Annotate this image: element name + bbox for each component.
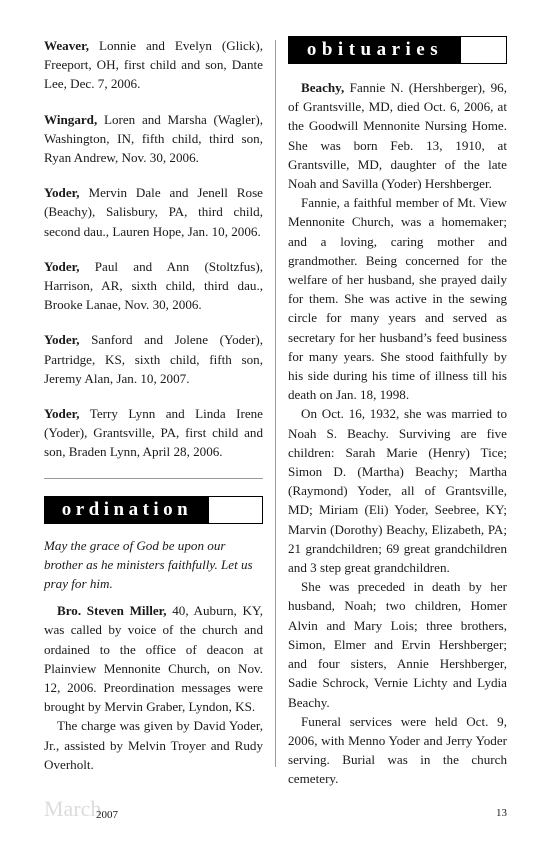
obituary-paragraph	[288, 78, 507, 193]
section-divider	[44, 478, 263, 479]
ordination-intro: May the grace of God be upon our brother as he ministers faithfully. Let us pray for him.	[44, 537, 253, 592]
birth-surname: Yoder,	[44, 258, 80, 274]
footer-month: March	[44, 796, 102, 821]
page-number: 13	[496, 807, 507, 819]
birth-surname: Wingard,	[44, 111, 98, 127]
banner-fill	[461, 37, 506, 63]
birth-surname: Yoder,	[44, 332, 80, 348]
obituary-paragraph: Funeral services were held Oct. 9, 2006, with Menno Yoder and Jerry Yoder serving. Burial was in the church cemetery.	[288, 713, 507, 787]
birth-surname: Yoder,	[44, 185, 80, 201]
banner-fill	[209, 497, 262, 523]
birth-details: Mervin Dale and Jenell Rose (Beachy), Salisbury, PA, third child, second dau., Lauren Hope, Jan. 10, 2006.	[44, 185, 263, 239]
birth-details: Sanford and Jolene (Yoder), Partridge, KS, sixth child, fifth son, Jeremy Alan, Jan. 10, 2007.	[44, 332, 263, 386]
obituaries-banner	[288, 36, 507, 64]
ordination-paragraph	[44, 601, 263, 716]
birth-entry	[44, 404, 263, 462]
left-column	[44, 36, 263, 774]
birth-surname: Weaver,	[44, 38, 89, 53]
ordination-banner	[44, 496, 263, 524]
obituary-paragraph: Fannie, a faithful member of Mt. View Mennonite Church, was a homemaker; and a loving, caring mother and grandmother. Being concerned for the welfare of her husband, she prayed daily for them. She was active in the sewing circle for many years and served as secretary for her husband’s feed business for many years. She stood faithfully by his side during his time of illness till his death on Jan. 18, 1998.	[288, 195, 507, 403]
birth-entry	[44, 257, 263, 315]
birth-entry	[44, 183, 263, 241]
birth-details: Loren and Marsha (Wagler), Washington, IN, fifth child, third son, Ryan Andrew, Nov. 30, 2006.	[44, 111, 263, 166]
obituary-text: Fannie N. (Hershberger), 96, of Grantsville, MD, died Oct. 6, 2006, at the Goodwill Mennonite Nursing Home. She was born Feb. 13, 1910, at Grantsville, MD, daughter of the late Noah and Savilla (Yoder) Hershberger.	[288, 80, 507, 192]
ordination-text: 40, Auburn, KY, was called by voice of the church and ordained to the office of deacon at Plainview Mennonite Church, on Nov. 12, 2006. Preordination messages were brought by Mervin Graber, Lyndon, KS.	[44, 603, 263, 715]
birth-details: Lonnie and Evelyn (Glick), Freeport, OH, first child and son, Dante Lee, Dec. 7, 2006.	[44, 38, 263, 92]
footer-year: 2007	[96, 809, 118, 821]
birth-details: Terry Lynn and Linda Irene (Yoder), Grantsville, PA, first child and son, Braden Lynn, April 28, 2006.	[44, 406, 263, 460]
birth-surname: Yoder,	[44, 406, 80, 422]
obituary-surname: Beachy,	[301, 80, 345, 95]
column-divider	[275, 40, 276, 767]
right-column	[288, 36, 507, 789]
birth-entry	[44, 330, 263, 388]
birth-details: Paul and Ann (Stoltzfus), Harrison, AR, sixth child, third dau., Brooke Lanae, Nov. 30, 2006.	[44, 258, 263, 313]
obituary-paragraph: She was preceded in death by her husband, Noah; two children, Homer Alvin and Mary Lois; three brothers, Simon, Elmer and Ervin Hershberger; and four sisters, Annie Hershberger, Sadie Schrock, Vernie Lichty and Lydia Beachy.	[288, 579, 507, 710]
ordination-paragraph: The charge was given by David Yoder, Jr., assisted by Melvin Troyer and Rudy Overholt.	[44, 718, 263, 772]
ordinee-name: Bro. Steven Miller,	[57, 603, 167, 619]
obituary-paragraph: On Oct. 16, 1932, she was married to Noah S. Beachy. Surviving are five children: Sarah Marie (Henry) Tice; Simon D. (Martha) Beachy; Martha (Raymond) Yoder, all of Grantsville, MD; Miriam (Eli) Yoder, Seebree, KY; Marvin (Dorothy) Beachy, Elizabeth, PA; 21 grandchildren; 69 great grandchildren and 3 step great grandchildren.	[288, 406, 507, 576]
ordination-heading: ordination	[45, 497, 209, 523]
birth-entry	[44, 36, 263, 94]
obituaries-heading: obituaries	[289, 37, 461, 63]
birth-entry	[44, 110, 263, 168]
